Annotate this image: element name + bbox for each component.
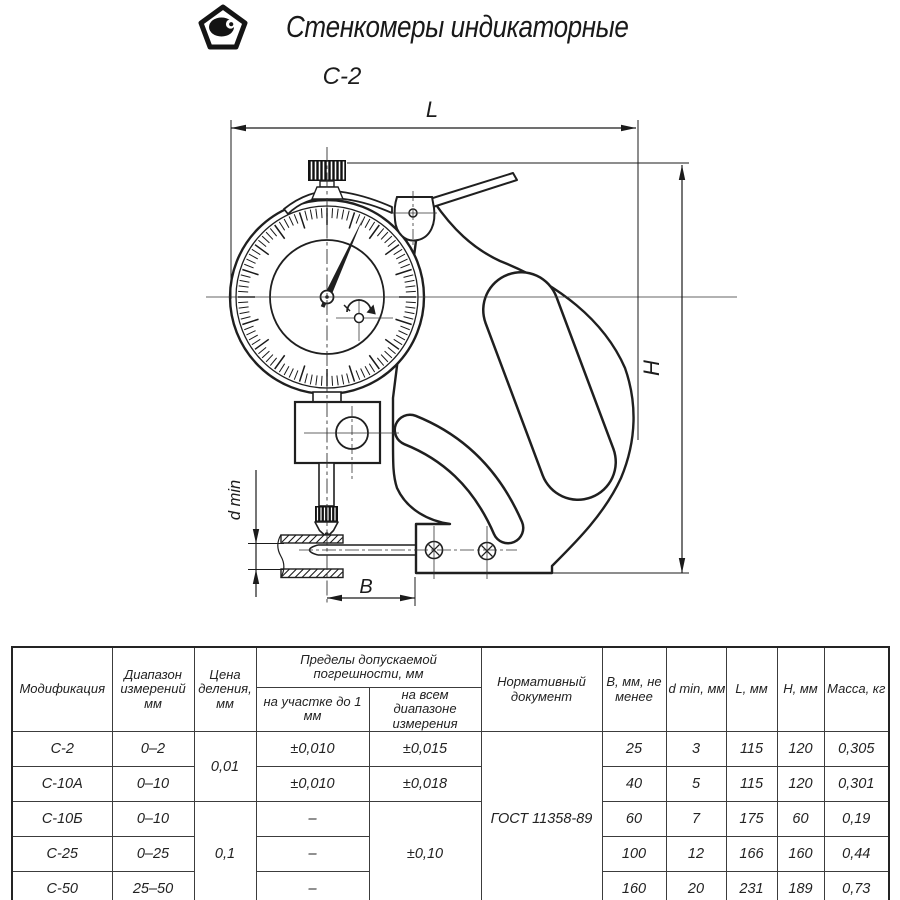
clamp-block	[295, 402, 380, 463]
dim-label-L: L	[425, 97, 439, 122]
pivot-housing	[395, 197, 435, 241]
dim-label-B: В	[359, 576, 373, 598]
cell-B: 60	[602, 802, 666, 837]
cell-H: 189	[777, 872, 824, 900]
cell-mass: 0,44	[824, 837, 889, 872]
cell-error-1mm: –	[256, 802, 369, 837]
cell-range: 0–10	[112, 802, 194, 837]
cell-division: 0,1	[194, 802, 256, 900]
cell-L: 175	[726, 802, 777, 837]
cell-error-full: ±0,018	[369, 767, 481, 802]
cell-H: 120	[777, 767, 824, 802]
cell-B: 40	[602, 767, 666, 802]
cell-division: 0,01	[194, 732, 256, 802]
cell-dmin: 3	[666, 732, 726, 767]
cell-L: 115	[726, 732, 777, 767]
cell-error-full: ±0,10	[369, 802, 481, 900]
cell-dmin: 20	[666, 872, 726, 900]
col-header-H: Н, мм	[777, 647, 824, 732]
cell-error-1mm: ±0,010	[256, 767, 369, 802]
col-header-range: Диапазон измерений мм	[112, 647, 194, 732]
table-row	[12, 767, 889, 802]
cell-modification: С-50	[12, 872, 112, 900]
dim-label-H: H	[639, 360, 664, 376]
cell-mass: 0,305	[824, 732, 889, 767]
col-header-error-full: на всем диапазоне измерения	[369, 687, 481, 732]
cell-L: 166	[726, 837, 777, 872]
cell-H: 160	[777, 837, 824, 872]
cell-range: 0–25	[112, 837, 194, 872]
cell-modification: С-10А	[12, 767, 112, 802]
col-header-B: В, мм, не менее	[602, 647, 666, 732]
dim-label-dmin: d min	[226, 479, 244, 521]
col-header-division: Цена деления, мм	[194, 647, 256, 732]
cell-range: 0–2	[112, 732, 194, 767]
grip-slot	[521, 310, 578, 462]
cell-modification: С-2	[12, 732, 112, 767]
table-row	[12, 732, 889, 767]
cell-error-1mm: –	[256, 837, 369, 872]
col-header-dmin: d min, мм	[666, 647, 726, 732]
page-title: Стенкомеры индикаторные	[286, 9, 629, 44]
cell-L: 231	[726, 872, 777, 900]
cell-B: 25	[602, 732, 666, 767]
col-header-mass: Масса, кг	[824, 647, 889, 732]
col-header-error-group: Пределы допускаемой погрешности, мм	[256, 647, 481, 687]
cell-mass: 0,301	[824, 767, 889, 802]
col-header-error-1mm: на участке до 1 мм	[256, 687, 369, 732]
spindle	[315, 463, 338, 536]
cell-error-1mm: –	[256, 872, 369, 900]
cell-B: 160	[602, 872, 666, 900]
cell-modification: С-25	[12, 837, 112, 872]
cell-H: 60	[777, 802, 824, 837]
col-header-standard: Нормативный документ	[481, 647, 602, 732]
measured-pipe	[278, 535, 343, 578]
cell-mass: 0,73	[824, 872, 889, 900]
cell-B: 100	[602, 837, 666, 872]
spec-table	[11, 646, 890, 900]
cell-error-full: ±0,015	[369, 732, 481, 767]
cell-mass: 0,19	[824, 802, 889, 837]
cell-H: 120	[777, 732, 824, 767]
cell-range: 25–50	[112, 872, 194, 900]
cell-error-1mm: ±0,010	[256, 732, 369, 767]
cell-dmin: 5	[666, 767, 726, 802]
col-header-L: L, мм	[726, 647, 777, 732]
cell-dmin: 12	[666, 837, 726, 872]
model-label: С-2	[322, 63, 362, 90]
cell-range: 0–10	[112, 767, 194, 802]
cell-modification: С-10Б	[12, 802, 112, 837]
dimension-dmin	[248, 470, 284, 597]
table-row	[12, 802, 889, 837]
cell-dmin: 7	[666, 802, 726, 837]
cell-standard: ГОСТ 11358-89	[481, 732, 602, 900]
frame-body	[393, 202, 634, 573]
cell-L: 115	[726, 767, 777, 802]
col-header-modification: Модификация	[12, 647, 112, 732]
